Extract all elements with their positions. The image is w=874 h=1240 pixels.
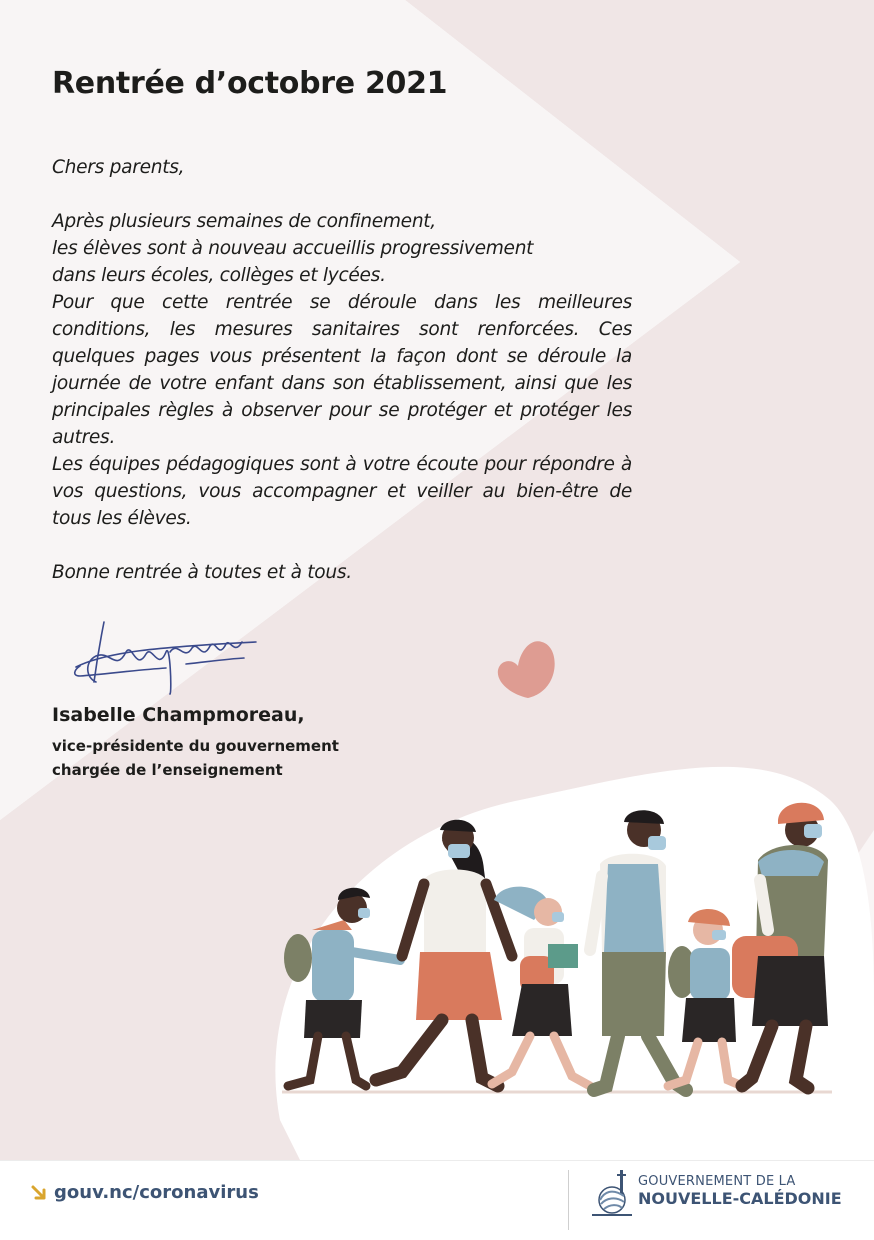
letter-line: Après plusieurs semaines de confinement, [52,211,436,232]
child-figure [284,888,400,1086]
coronavirus-link-label: gouv.nc/coronavirus [54,1182,259,1203]
government-emblem-icon [586,1166,636,1218]
footer [0,1160,874,1240]
page-title: Rentrée d’octobre 2021 [52,66,448,101]
signatory-role-line: vice-présidente du gouvernement [52,737,339,755]
signatory-role-line: chargée de l’enseignement [52,761,283,779]
signatory-role [52,734,339,782]
letter-body [52,154,632,586]
adult-figure [590,810,686,1090]
letter-paragraph: Pour que cette rentrée se déroule dans les meilleures conditions, les mesures sanitaires sont renforcées. Ces quelques pages vous présentent la façon dont se déroule la journée de votre enfant dans son établissement, ainsi que les principales règles à observer pour se protéger et protéger les autres. [52,292,632,448]
letter-line: dans leurs écoles, collèges et lycées. [52,265,386,286]
signature-icon [66,612,266,702]
adult-figure [376,820,512,1086]
letter-line: les élèves sont à nouveau accueillis progressivement [52,238,534,259]
government-name-line: NOUVELLE-CALÉDONIE [638,1189,842,1208]
government-logo [568,1160,874,1240]
signatory-name: Isabelle Champmoreau, [52,704,305,726]
adult-figure [732,803,828,1088]
logo-divider [568,1170,569,1230]
government-name-line: GOUVERNEMENT DE LA [638,1174,796,1189]
coronavirus-link[interactable] [30,1182,259,1203]
heart-icon [496,638,560,702]
child-figure [492,887,590,1086]
child-figure [668,909,742,1086]
arrow-down-right-icon [30,1184,48,1202]
government-name [638,1174,842,1208]
letter-paragraph: Les équipes pédagogiques sont à votre écoute pour répondre à vos questions, vous accompagner et veiller au bien-être de tous les élèves. [52,454,632,529]
family-walking-illustration [272,780,852,1110]
letter-closing: Bonne rentrée à toutes et à tous. [52,562,352,583]
letter-greeting: Chers parents, [52,157,185,178]
